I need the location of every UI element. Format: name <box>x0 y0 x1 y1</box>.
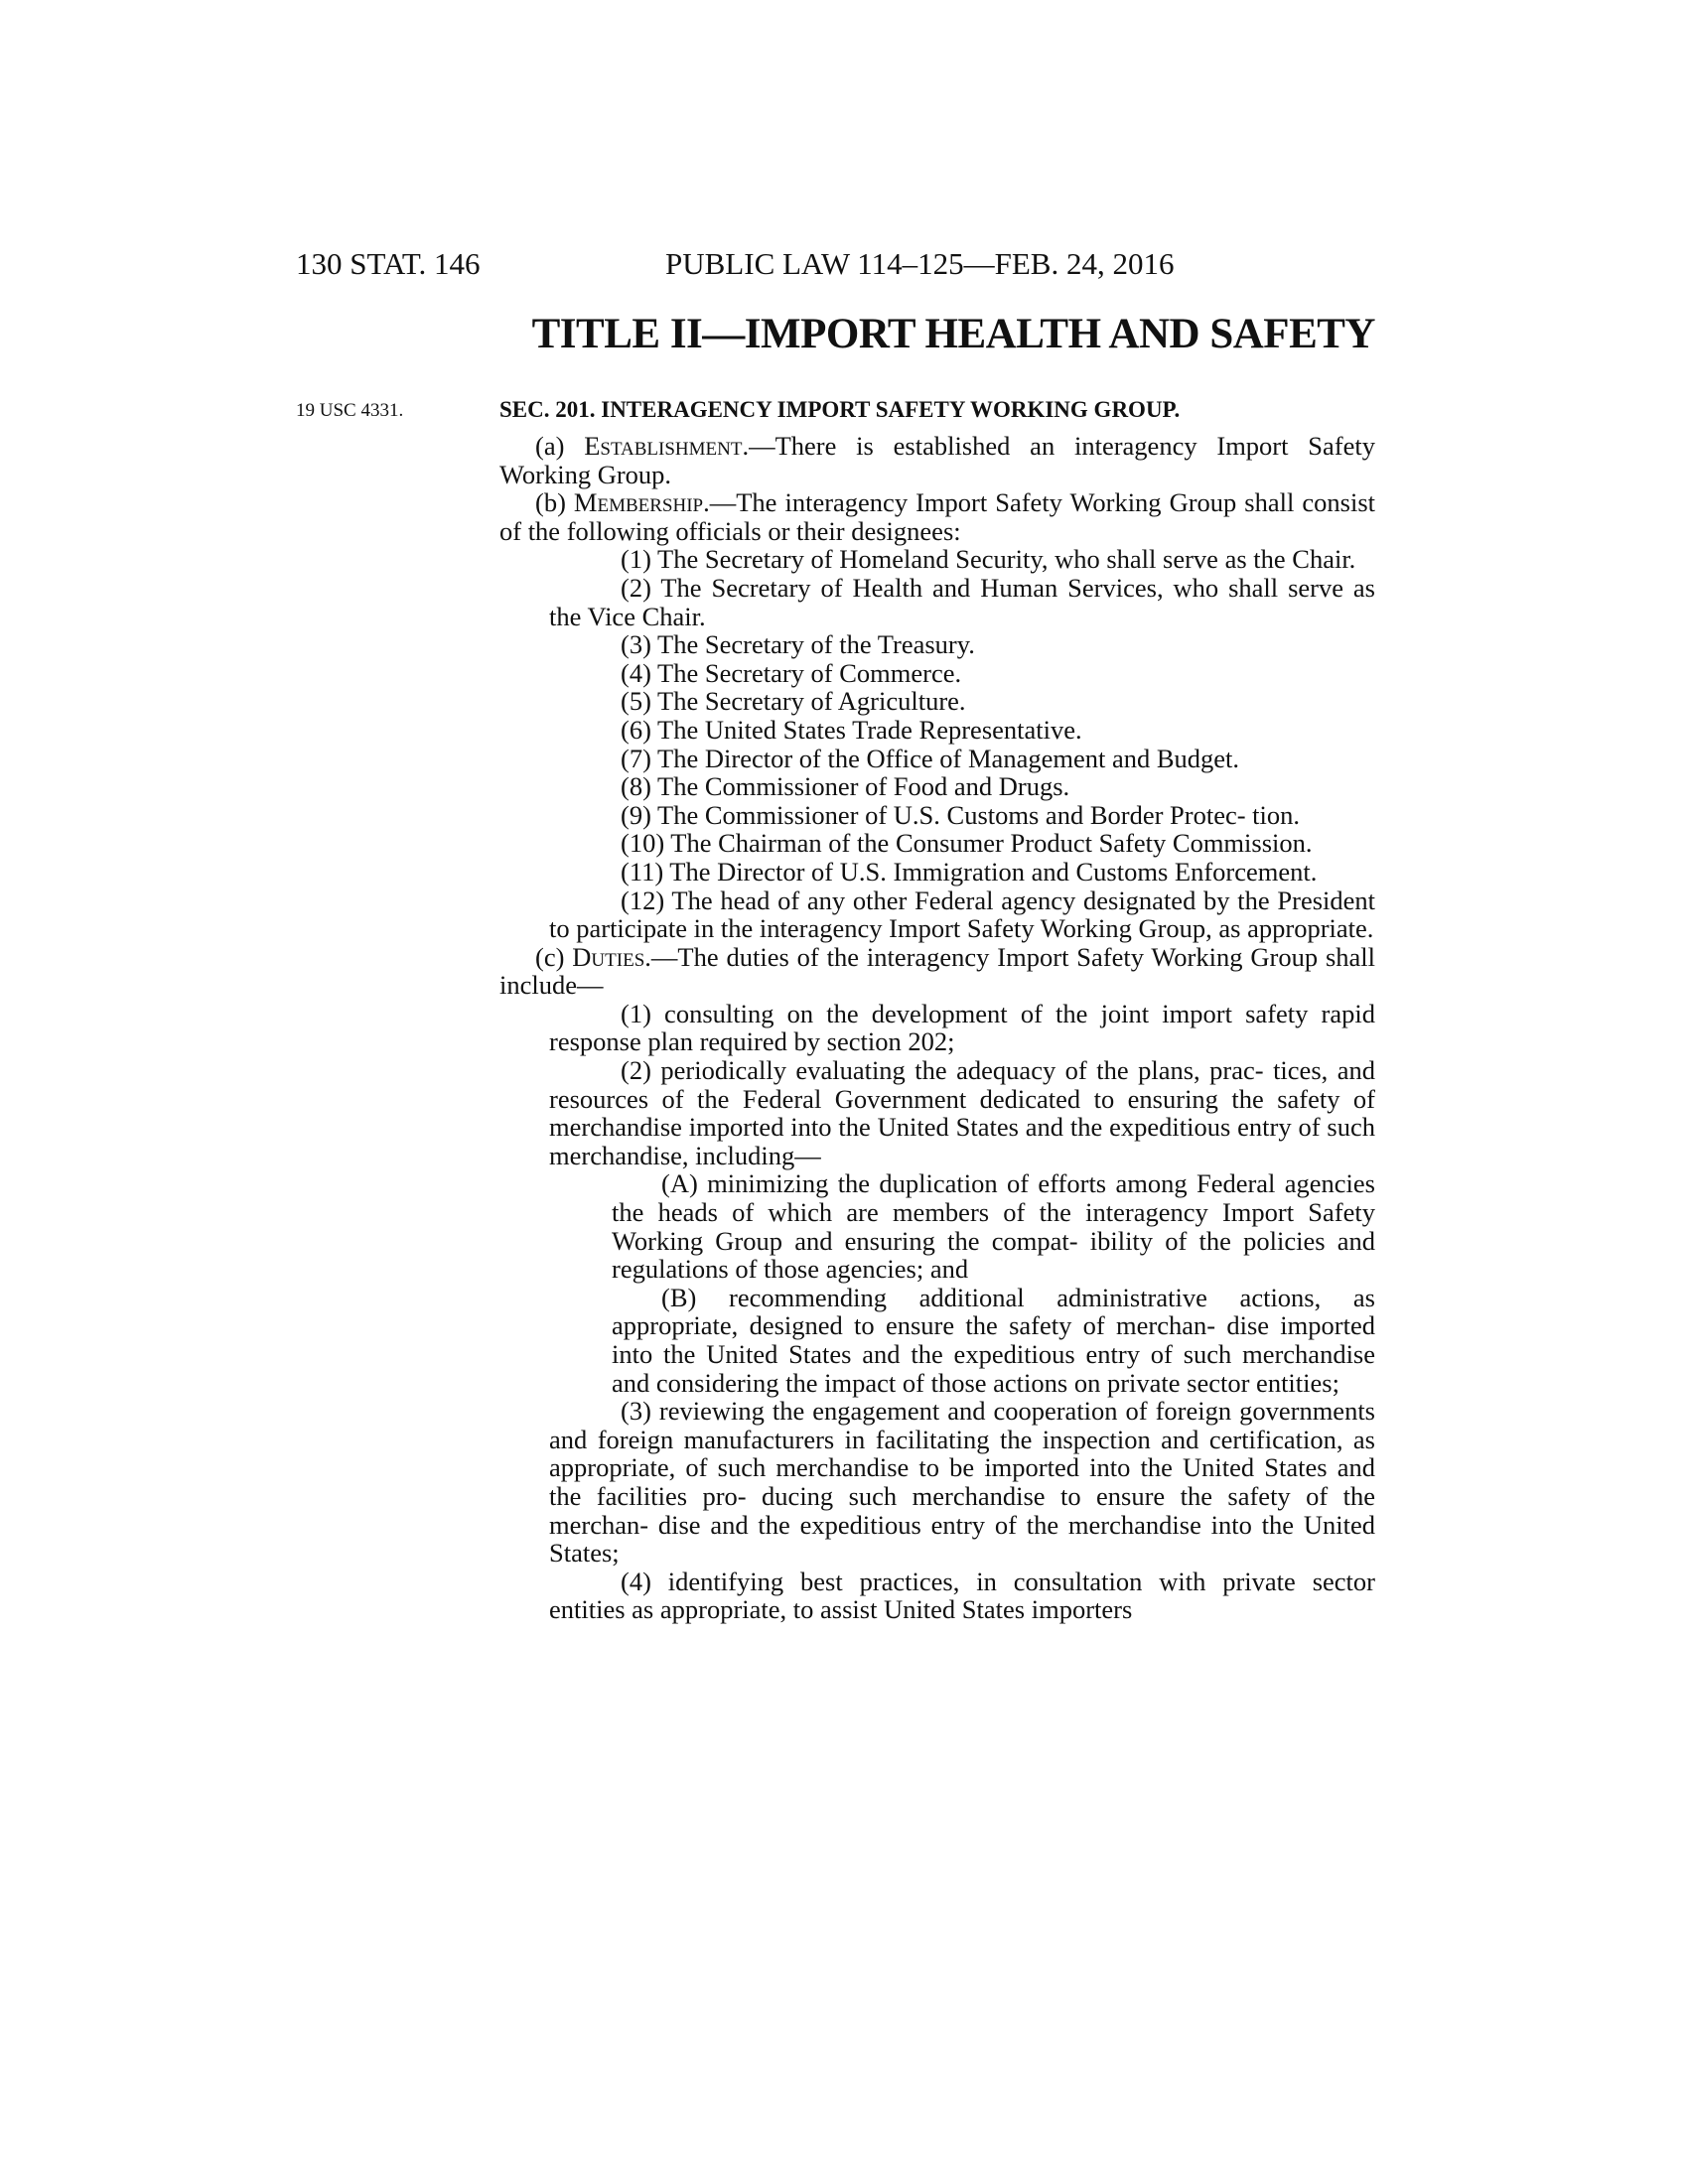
public-law-header: PUBLIC LAW 114–125—FEB. 24, 2016 <box>665 246 1175 281</box>
member-item: (2) The Secretary of Health and Human Services, who shall serve as the Vice Chair. <box>549 572 1375 631</box>
member-item: (5) The Secretary of Agriculture. <box>621 686 966 717</box>
stat-page-number: 130 STAT. 146 <box>296 246 481 281</box>
subsection-c-caption: Duties <box>572 941 645 972</box>
member-item: (6) The United States Trade Representative. <box>621 714 1082 745</box>
section-heading: SEC. 201. INTERAGENCY IMPORT SAFETY WORKING GROUP. <box>499 397 1181 422</box>
duty-item: (1) consulting on the development of the joint import safety rapid response plan required by section 202; <box>549 998 1375 1057</box>
subsection-c: (c) Duties.—The duties of the interagency Import Safety Working Group shall include— <box>499 941 1375 1001</box>
duty-item: (2) periodically evaluating the adequacy of the plans, prac- tices, and resources of the Federal Government dedicated to ensuring the safety of merchandise imported into the United States and the expeditious entry of such merchandise, including— <box>549 1055 1375 1170</box>
duty-item: (3) reviewing the engagement and cooperation of foreign governments and foreign manufacturers in facilitating the inspection and certification, as appropriate, of such merchandise to be imported into the United States and the facilities pro- ducing such merchandise to ensure the safety of the merchan- dise and the expeditious entry of the merchandise into the United States; <box>549 1396 1375 1569</box>
member-item: (10) The Chairman of the Consumer Product Safety Commission. <box>621 828 1313 859</box>
duty-subitem: (B) recommending additional administrative actions, as appropriate, designed to ensure the safety of merchan- dise imported into the United States and the expeditious entry of such merchandise and considering the impact of those actions on private sector entities; <box>612 1282 1375 1398</box>
duty-item: (4) identifying best practices, in consultation with private sector entities as appropriate, to assist United States importers <box>549 1566 1375 1625</box>
usc-margin-note: 19 USC 4331. <box>296 400 404 421</box>
member-item: (8) The Commissioner of Food and Drugs. <box>621 771 1070 802</box>
member-item: (9) The Commissioner of U.S. Customs and Border Protec- tion. <box>621 799 1301 830</box>
member-item: (4) The Secretary of Commerce. <box>621 657 962 688</box>
subsection-a-caption: Establishment <box>584 431 743 461</box>
title-heading: TITLE II—IMPORT HEALTH AND SAFETY <box>531 311 1375 357</box>
member-item: (7) The Director of the Office of Management and Budget. <box>621 743 1240 773</box>
subsection-b-caption: Membership <box>573 487 704 518</box>
section-body <box>499 432 1375 1624</box>
member-item: (3) The Secretary of the Treasury. <box>621 629 975 660</box>
duty-subitem: (A) minimizing the duplication of efforts among Federal agencies the heads of which are members of the interagency Import Safety Working Group and ensuring the compat- ibility of the policies and regulations of those agencies; and <box>612 1168 1375 1285</box>
subsection-a: (a) Establishment.—There is established an interagency Import Safety Working Group. <box>499 431 1375 489</box>
member-item: (11) The Director of U.S. Immigration and Customs Enforcement. <box>621 856 1318 887</box>
member-item: (1) The Secretary of Homeland Security, who shall serve as the Chair. <box>621 544 1356 575</box>
member-item: (12) The head of any other Federal agency designated by the President to participate in the interagency Import Safety Working Group, as appropriate. <box>549 885 1375 944</box>
subsection-b: (b) Membership.—The interagency Import Safety Working Group shall consist of the following officials or their designees: <box>499 487 1375 546</box>
